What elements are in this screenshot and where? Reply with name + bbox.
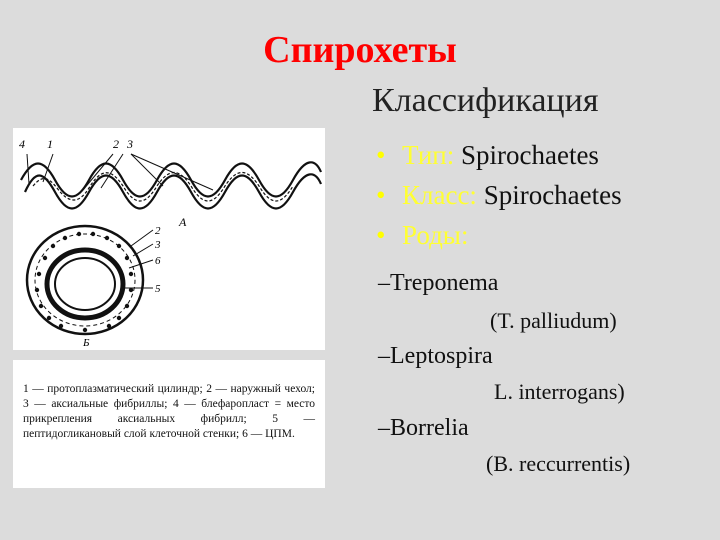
bullet-dot-icon: •: [376, 220, 386, 250]
label-b-6: 6: [155, 255, 161, 267]
slide-title: Спирохеты: [263, 29, 457, 71]
spirochete-drawing: [13, 128, 325, 350]
genus-treponema: –Treponema: [378, 270, 499, 296]
bullet-key: Роды:: [402, 220, 469, 250]
label-b-5: 5: [155, 283, 161, 295]
bullet-value: Spirochaetes: [460, 140, 599, 170]
spirochete-diagram: [13, 128, 325, 350]
label-3: 3: [127, 137, 133, 151]
bullet-dot-icon: •: [376, 140, 386, 170]
label-1: 1: [47, 137, 53, 151]
label-b-2: 2: [155, 225, 161, 237]
bullet-key: Тип:: [402, 140, 455, 170]
cross-section-drawing: [27, 226, 153, 334]
figure-caption: 1 — протоплазматический цилиндр; 2 — наружный чехол; 3 — аксиальные фибриллы; 4 — блефаропласт = место прикрепления аксиальных фибрилл; 5 — пептидогликановый слой клеточной стенки; 6 — ЦПМ.: [23, 383, 315, 440]
label-2: 2: [113, 137, 119, 151]
species-treponema: (T. palliudum): [490, 308, 617, 333]
label-A: А: [179, 215, 187, 229]
bullet-genera: [376, 215, 622, 255]
classification-list: [376, 135, 622, 255]
bullet-class: [376, 175, 622, 215]
label-B: Б: [83, 337, 90, 349]
genus-leptospira: –Leptospira: [378, 343, 493, 369]
caption-panel: [13, 360, 325, 488]
bullet-value: Spirochaetes: [483, 180, 622, 210]
species-leptospira: L. interrogans): [494, 379, 625, 404]
bullet-key: Класс:: [402, 180, 477, 210]
slide-subtitle: Классификация: [372, 82, 599, 119]
genus-borrelia: –Borrelia: [378, 415, 469, 441]
spiral-cell-drawing: [21, 154, 321, 209]
label-b-3: 3: [155, 239, 161, 251]
species-borrelia: (B. reccurrentis): [486, 451, 631, 476]
label-4: 4: [19, 137, 25, 151]
bullet-dot-icon: •: [376, 180, 386, 210]
bullet-type: [376, 135, 622, 175]
